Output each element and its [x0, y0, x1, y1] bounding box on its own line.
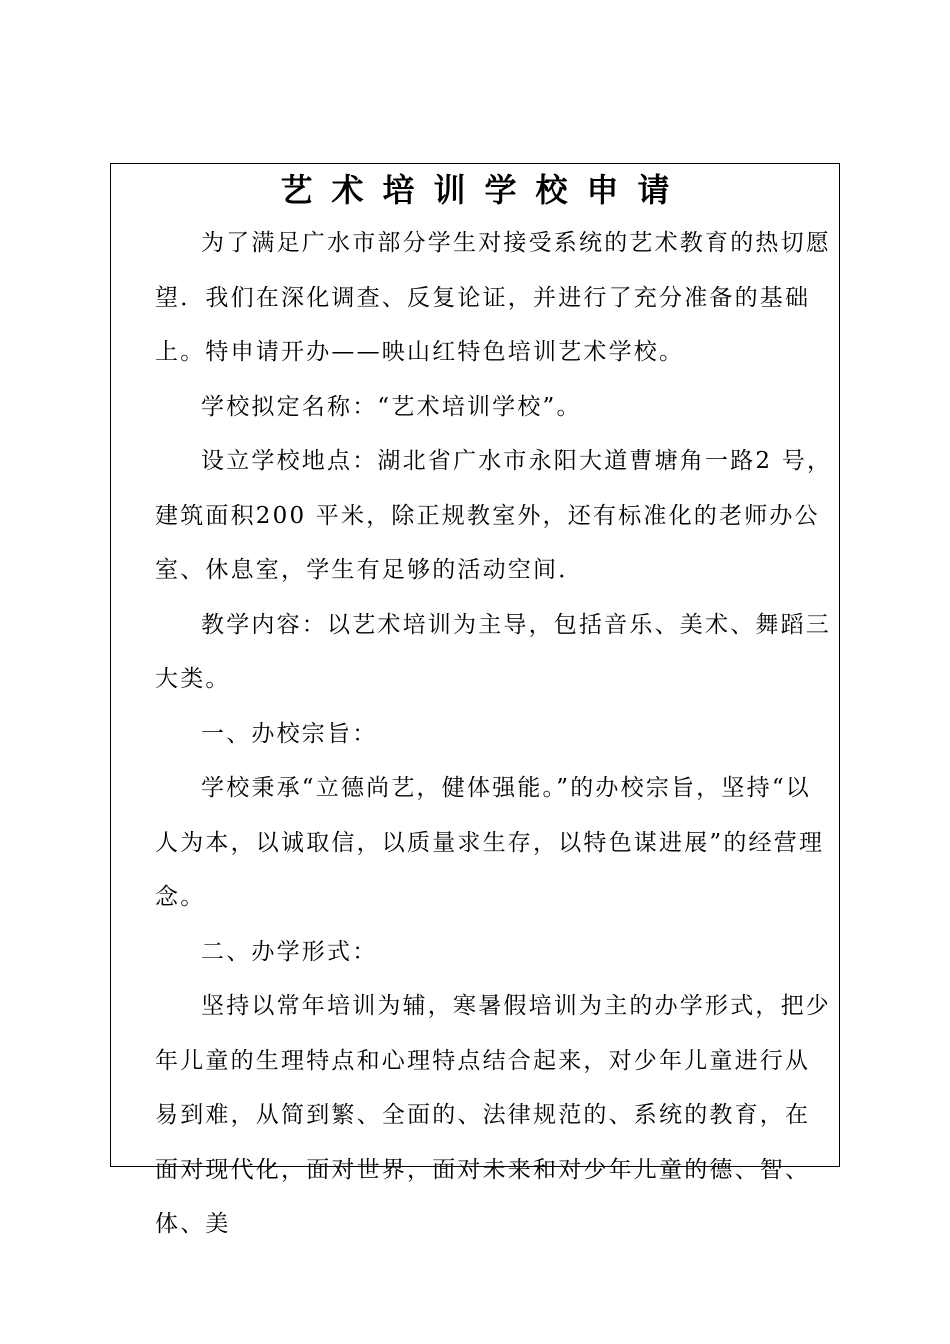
- document-title: 艺术培训学校申请: [280, 171, 689, 209]
- document-body: [155, 216, 833, 1252]
- document-frame: [110, 163, 840, 1237]
- paragraph-purpose: 学校秉承“立德尚艺，健体强能。”的办校宗旨，坚持“以人为本，以诚取信，以质量求生存，以特色谋进展”的经营理念。: [155, 775, 825, 910]
- paragraph-intro: 为了满足广水市部分学生对接受系统的艺术教育的热切愿望．我们在深化调查、反复论证，并进行了充分准备的基础上。特申请开办——映山红特色培训艺术学校。: [155, 230, 831, 365]
- section-heading-format: 二、办学形式：: [201, 938, 378, 965]
- section-heading-purpose: 一、办校宗旨：: [201, 720, 378, 747]
- paragraph-school-name: 学校拟定名称：“艺术培训学校”。: [201, 393, 582, 420]
- paragraph-teaching-content: 教学内容：以艺术培训为主导，包括音乐、美术、舞蹈三大类。: [155, 611, 831, 692]
- paragraph-location: 设立学校地点：湖北省广水市永阳大道曹塘角一路2 号，建筑面积200 平米，除正规教室外，还有标准化的老师办公室、休息室，学生有足够的活动空间．: [155, 448, 833, 583]
- paragraph-format: 坚持以常年培训为辅，寒暑假培训为主的办学形式，把少年儿童的生理特点和心理特点结合起来，对少年儿童进行从易到难，从简到繁、全面的、法律规范的、系统的教育，在面对现代化，面对世界，面对未来和对少年儿童的德、智、体、美: [155, 993, 831, 1237]
